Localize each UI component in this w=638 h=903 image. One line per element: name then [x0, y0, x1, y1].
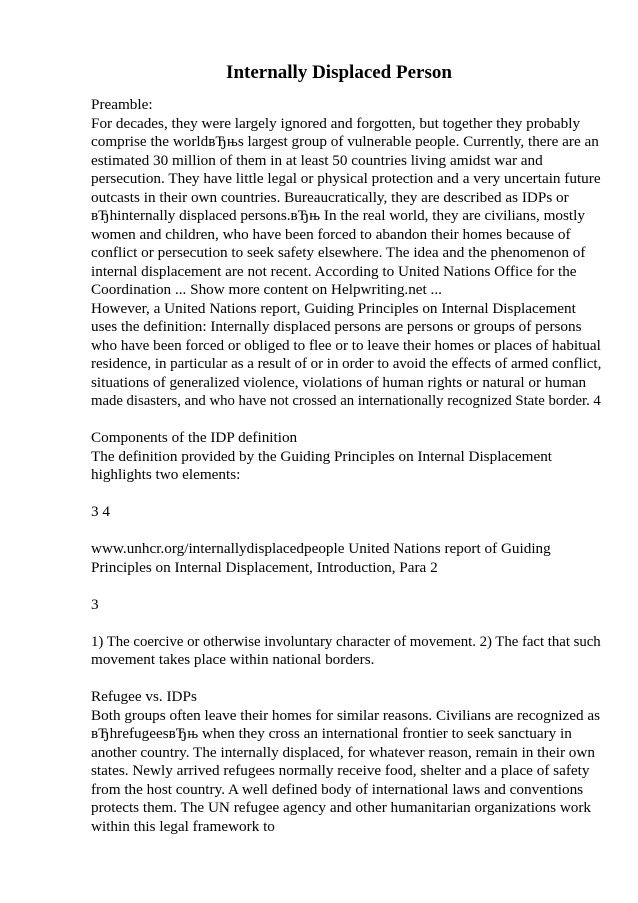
text-line: states. Newly arrived refugees normally receive food, shelter and a place of safety: [91, 762, 590, 779]
text-line: women and children, who have been forced to abandon their homes because of: [91, 225, 571, 243]
text-paragraph: [91, 596, 601, 615]
text-line: Both groups often leave their homes for similar reasons. Civilians are recognized as: [91, 706, 601, 724]
text-line: highlights two elements:: [91, 466, 241, 483]
document-page: [91, 60, 601, 855]
text-line: The definition provided by the Guiding Principles on Internal Displacement: [91, 447, 553, 465]
text-line: made disasters, and who have not crossed an internationally recognized State border. 4: [91, 392, 601, 409]
text-line: estimated 30 million of them in at least 50 countries living amidst war and: [91, 151, 543, 169]
text-line: 3: [91, 595, 99, 613]
text-line: However, a United Nations report, Guiding Principles on Internal Displacement: [91, 299, 576, 317]
document-body: [91, 96, 601, 836]
text-line: вЂhrefugeesвЂњ when they cross an international frontier to seek sanctuary in: [91, 725, 572, 742]
text-line: вЂhinternally displaced persons.вЂњ In the real world, they are civilians, mostly: [91, 207, 585, 224]
text-line: who have been forced or obliged to flee or to leave their homes or places of habitual: [91, 336, 601, 354]
text-line: outcasts in their own countries. Bureaucratically, they are described as IDPs or: [91, 188, 569, 206]
text-line: protects them. The UN refugee agency and other humanitarian organizations work: [91, 799, 592, 816]
text-paragraph: [91, 540, 601, 577]
text-paragraph: [91, 688, 601, 836]
text-paragraph: [91, 96, 601, 411]
text-line: 3 4: [91, 503, 110, 520]
text-line: internal displacement are not recent. According to United Nations Office for the: [91, 262, 577, 280]
text-line: from the host country. A well defined body of international laws and conventions: [91, 780, 584, 798]
text-line: uses the definition: Internally displaced persons are persons or groups of persons: [91, 318, 582, 335]
text-line: another country. The internally displaced, for whatever reason, remain in their own: [91, 743, 595, 761]
text-paragraph: [91, 503, 601, 522]
text-line: For decades, they were largely ignored and forgotten, but together they probably: [91, 114, 581, 132]
text-line: Coordination ... Show more content on Helpwriting.net ...: [91, 281, 442, 298]
text-line: Preamble:: [91, 96, 153, 113]
text-line: Components of the IDP definition: [91, 429, 298, 446]
text-line: persecution. They have little legal or physical protection and a very uncertain future: [91, 170, 601, 187]
text-line: situations of generalized violence, violations of human rights or natural or human: [91, 373, 587, 391]
text-line: within this legal framework to: [91, 817, 275, 835]
text-line: Refugee vs. IDPs: [91, 688, 197, 705]
text-paragraph: [91, 429, 601, 485]
text-line: 1) The coercive or otherwise involuntary character of movement. 2) The fact that such: [91, 632, 601, 650]
text-line: conflict or persecution to seek safety elsewhere. The idea and the phenomenon of: [91, 244, 586, 261]
text-line: residence, in particular as a result of or in order to avoid the effects of armed conflict,: [91, 355, 602, 372]
text-paragraph: [91, 633, 601, 670]
text-line: www.unhcr.org/internallydisplacedpeople United Nations report of Guiding: [91, 540, 551, 557]
text-line: Principles on Internal Displacement, Introduction, Para 2: [91, 558, 438, 576]
text-line: movement takes place within national borders.: [91, 651, 375, 668]
text-line: comprise the worldвЂњs largest group of vulnerable people. Currently, there are an: [91, 133, 599, 150]
document-title: Internally Displaced Person: [226, 62, 452, 83]
